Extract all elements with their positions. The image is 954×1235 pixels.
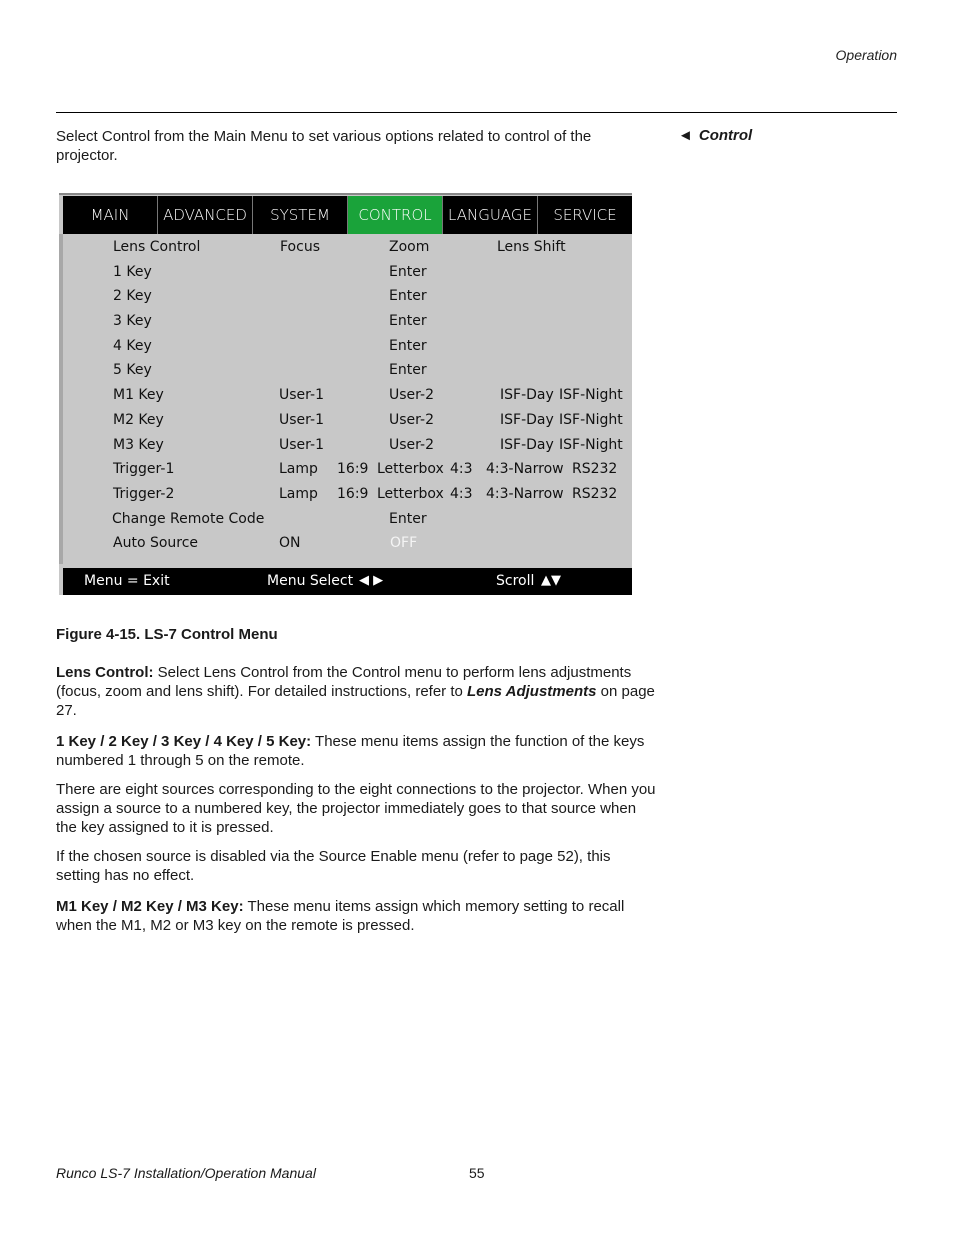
control-menu-screenshot xyxy=(59,193,632,595)
option-enter[interactable]: Enter xyxy=(389,362,427,379)
option-off[interactable]: OFF xyxy=(390,535,418,552)
menu-tabs xyxy=(63,196,632,234)
option-16-9[interactable]: 16:9 xyxy=(337,485,369,502)
option-zoom[interactable]: Zoom xyxy=(389,239,430,255)
paragraph-text: These menu items assign the function of the keys numbered 1 through 5 on the remote. xyxy=(56,733,645,769)
option-enter[interactable]: Enter xyxy=(389,313,427,330)
osd-status-bar xyxy=(63,568,632,595)
menu-row-trigger-2[interactable] xyxy=(63,483,632,508)
row-label: 4 Key xyxy=(113,337,152,354)
row-label: M1 Key xyxy=(113,387,164,404)
option-enter[interactable]: Enter xyxy=(389,337,427,354)
tab-language[interactable]: LANGUAGE xyxy=(443,196,538,234)
option-rs232[interactable]: RS232 xyxy=(572,485,618,502)
up-down-arrows-icon: ▲▼ xyxy=(541,573,561,588)
osd-top-border xyxy=(59,193,632,195)
tab-advanced[interactable]: ADVANCED xyxy=(158,196,253,234)
option-lamp[interactable]: Lamp xyxy=(279,485,318,502)
option-isf-night[interactable]: ISF-Night xyxy=(559,411,623,428)
row-label: 3 Key xyxy=(113,313,152,330)
row-label: Trigger-1 xyxy=(113,461,175,478)
option-letterbox[interactable]: Letterbox xyxy=(377,461,444,478)
menu-row-lens-control[interactable] xyxy=(63,236,632,261)
paragraph-text: Select Lens Control from the Control menu to perform lens adjustments (focus, zoom and lens shift). For detailed instructions, refer to xyxy=(56,664,632,700)
tab-system[interactable]: SYSTEM xyxy=(253,196,348,234)
paragraph-memory-keys xyxy=(56,897,656,935)
option-isf-night[interactable]: ISF-Night xyxy=(559,387,623,404)
intro-paragraph: Select Control from the Main Menu to set various options related to control of the projector. xyxy=(56,128,592,164)
menu-row-m1-key[interactable] xyxy=(63,384,632,409)
row-label: Trigger-2 xyxy=(113,485,175,502)
menu-row-3-key[interactable] xyxy=(63,310,632,335)
option-isf-day[interactable]: ISF-Day xyxy=(500,387,554,404)
option-user-1[interactable]: User-1 xyxy=(279,387,324,404)
row-label: 1 Key xyxy=(113,263,152,280)
option-user-2[interactable]: User-2 xyxy=(389,387,434,404)
menu-row-5-key[interactable] xyxy=(63,359,632,384)
option-4-3-narrow[interactable]: 4:3-Narrow xyxy=(486,485,564,502)
paragraph-sources: There are eight sources corresponding to the eight connections to the projector. When you assign a source to a numbered key, the projector immediately goes to that source when the key assigned to it is pressed. xyxy=(56,781,656,836)
section-heading-label: Control xyxy=(698,127,753,144)
arrow-left-icon: ◄ xyxy=(678,127,693,144)
term-memory-keys: M1 Key / M2 Key / M3 Key: xyxy=(56,898,244,915)
row-label: M2 Key xyxy=(113,411,164,428)
option-lens-shift[interactable]: Lens Shift xyxy=(497,239,566,255)
option-enter[interactable]: Enter xyxy=(389,510,427,527)
tab-service[interactable]: SERVICE xyxy=(538,196,632,234)
running-header: Operation xyxy=(835,47,897,63)
footer-manual-title: Runco LS-7 Installation/Operation Manual xyxy=(56,1165,316,1181)
option-user-1[interactable]: User-1 xyxy=(279,436,324,453)
option-isf-day[interactable]: ISF-Day xyxy=(500,436,554,453)
option-focus[interactable]: Focus xyxy=(280,239,320,255)
paragraph-lens-control xyxy=(56,663,656,720)
menu-row-trigger-1[interactable] xyxy=(63,458,632,483)
option-enter[interactable]: Enter xyxy=(389,263,427,280)
option-user-2[interactable]: User-2 xyxy=(389,436,434,453)
scroll-hint: Scroll xyxy=(496,573,535,589)
option-user-2[interactable]: User-2 xyxy=(389,411,434,428)
option-16-9[interactable]: 16:9 xyxy=(337,461,369,478)
option-enter[interactable]: Enter xyxy=(389,288,427,305)
menu-row-4-key[interactable] xyxy=(63,335,632,360)
option-rs232[interactable]: RS232 xyxy=(572,461,618,478)
option-isf-night[interactable]: ISF-Night xyxy=(559,436,623,453)
paragraph-text: on page 27. xyxy=(56,683,655,719)
figure-caption: Figure 4-15. LS-7 Control Menu xyxy=(56,626,278,643)
paragraph-text: These menu items assign which memory setting to recall when the M1, M2 or M3 key on the remote is pressed. xyxy=(56,898,625,934)
menu-row-change-remote-code[interactable] xyxy=(63,508,632,533)
term-lens-control: Lens Control: xyxy=(56,664,154,681)
menu-rows xyxy=(63,236,632,557)
term-number-keys: 1 Key / 2 Key / 3 Key / 4 Key / 5 Key: xyxy=(56,733,312,750)
row-label: 2 Key xyxy=(113,288,152,305)
row-label: Lens Control xyxy=(113,239,201,255)
row-label: Auto Source xyxy=(113,535,199,552)
option-user-1[interactable]: User-1 xyxy=(279,411,324,428)
menu-row-m2-key[interactable] xyxy=(63,409,632,434)
header-rule xyxy=(56,112,897,113)
menu-row-auto-source[interactable] xyxy=(63,532,632,557)
menu-row-1-key[interactable] xyxy=(63,261,632,286)
option-isf-day[interactable]: ISF-Day xyxy=(500,411,554,428)
option-lamp[interactable]: Lamp xyxy=(279,461,318,478)
row-label: 5 Key xyxy=(113,362,152,379)
menu-row-m3-key[interactable] xyxy=(63,434,632,459)
left-right-arrows-icon: ◀ ▶ xyxy=(359,573,384,588)
footer-page-number: 55 xyxy=(469,1165,485,1181)
menu-select-hint: Menu Select xyxy=(267,573,354,589)
option-4-3[interactable]: 4:3 xyxy=(450,485,473,502)
option-on[interactable]: ON xyxy=(279,535,301,552)
option-4-3[interactable]: 4:3 xyxy=(450,461,473,478)
row-label: Change Remote Code xyxy=(112,510,265,527)
tab-control[interactable]: CONTROL xyxy=(348,196,443,234)
menu-exit-hint: Menu = Exit xyxy=(84,573,170,589)
section-heading xyxy=(678,127,752,144)
tab-main[interactable]: MAIN xyxy=(63,196,158,234)
option-4-3-narrow[interactable]: 4:3-Narrow xyxy=(486,461,564,478)
row-label: M3 Key xyxy=(113,436,164,453)
option-letterbox[interactable]: Letterbox xyxy=(377,485,444,502)
menu-row-2-key[interactable] xyxy=(63,285,632,310)
paragraph-source-disabled: If the chosen source is disabled via the Source Enable menu (refer to page 52), this setting has no effect. xyxy=(56,848,611,884)
cross-reference-link[interactable]: Lens Adjustments xyxy=(467,683,597,700)
paragraph-number-keys xyxy=(56,732,656,770)
